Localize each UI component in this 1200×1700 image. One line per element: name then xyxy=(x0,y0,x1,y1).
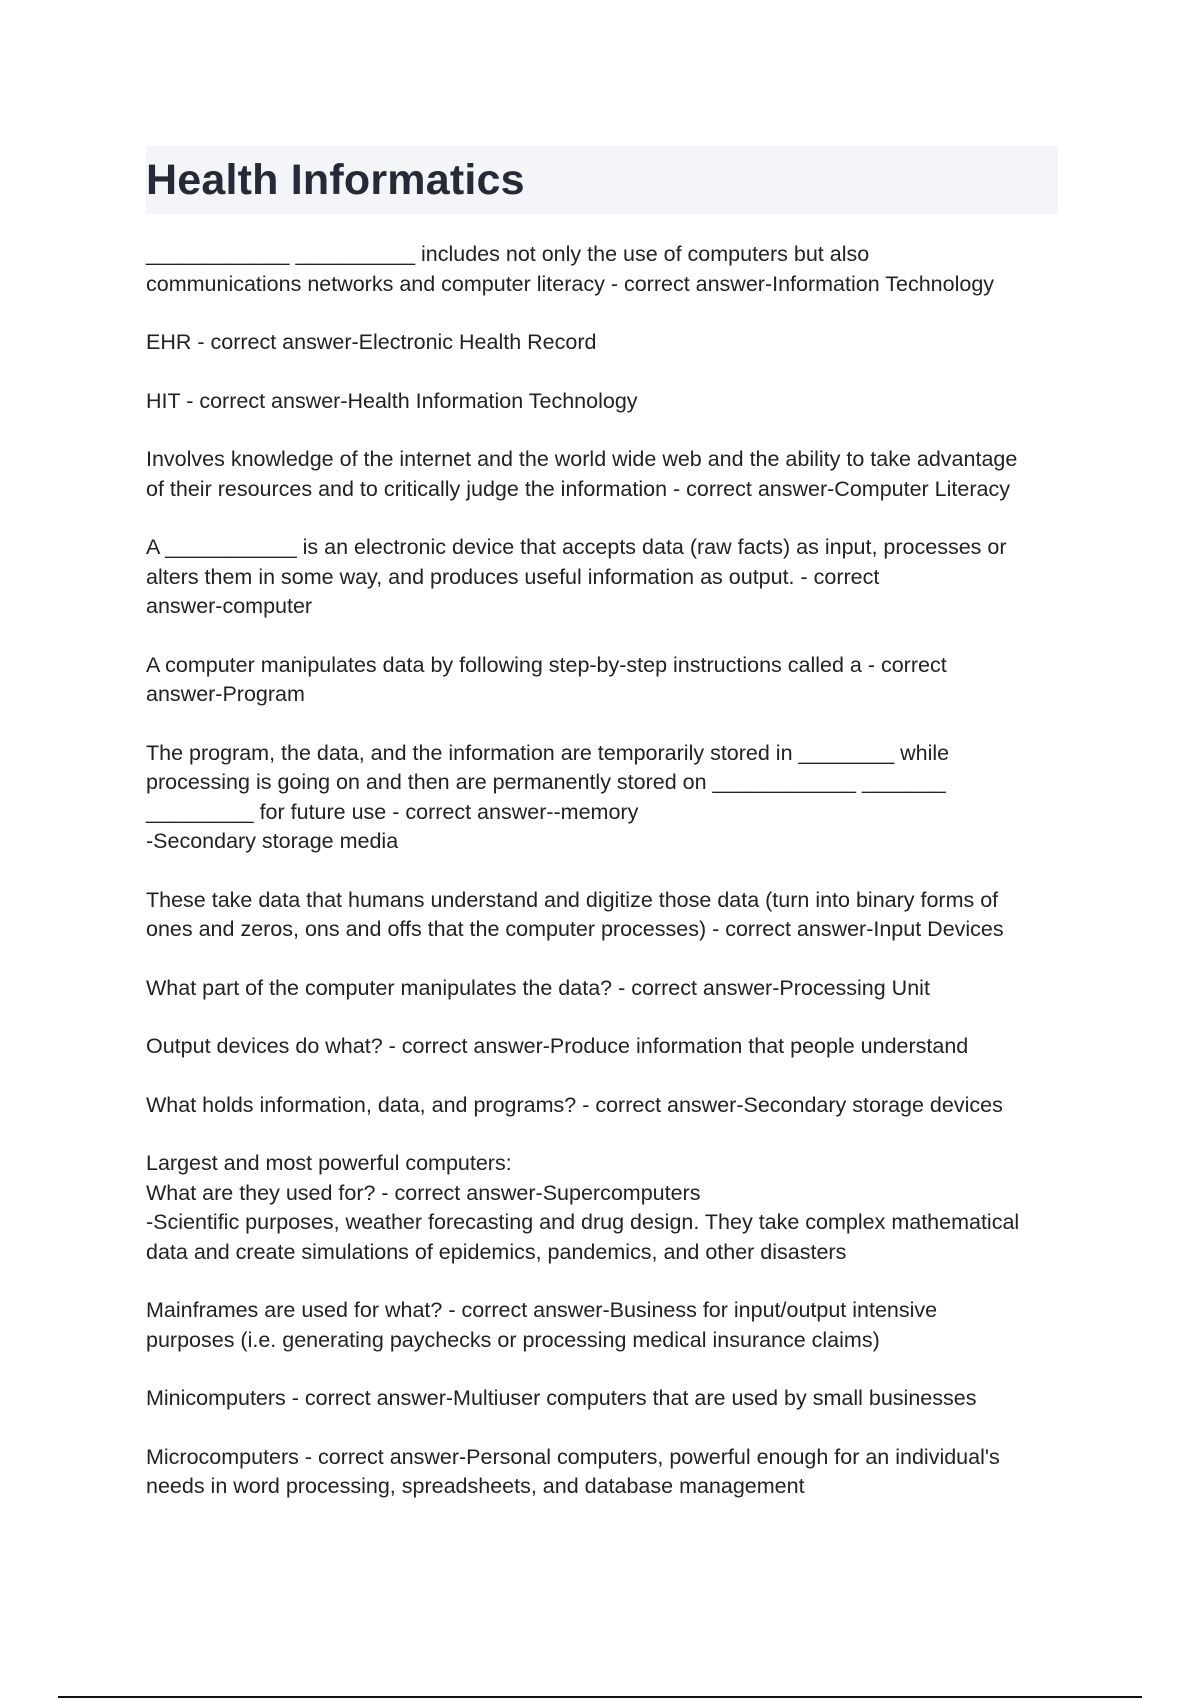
qa-entry: What part of the computer manipulates the data? - correct answer-Processing Unit xyxy=(146,975,930,1000)
qa-entry: Minicomputers - correct answer-Multiuser computers that are used by small businesses xyxy=(146,1386,977,1410)
qa-entry: A computer manipulates data by following step-by-step instructions called a - correct answer-Program xyxy=(146,652,947,706)
qa-entry: A ___________ is an electronic device that accepts data (raw facts) as input, processes or alters them in some way, and produces useful information as output. - correct answer-computer xyxy=(146,535,1007,618)
qa-entry: ____________ __________ includes not only the use of computers but also communications networks and computer literacy - correct answer-Information Technology xyxy=(146,242,995,296)
qa-list xyxy=(146,240,1058,1502)
qa-entry: Output devices do what? - correct answer-Produce information that people understand xyxy=(146,1034,969,1058)
qa-entry: Mainframes are used for what? - correct answer-Business for input/output intensive purposes (i.e. generating paychecks or processing medical insurance claims) xyxy=(146,1298,938,1352)
qa-entry: Involves knowledge of the internet and the world wide web and the ability to take advantage of their resources and to critically judge the information - correct answer-Computer Literacy xyxy=(146,447,1018,501)
qa-entry: The program, the data, and the information are temporarily stored in ________ while processing is going on and then are permanently stored on ____________ _______ _________ for future use - correct answer--memory -Secondary storage media xyxy=(146,740,950,853)
document-page xyxy=(146,146,1058,1531)
qa-entry: These take data that humans understand and digitize those data (turn into binary forms of ones and zeros, ons and offs that the computer processes) - correct answer-Input Devices xyxy=(146,887,1004,941)
title-band xyxy=(146,146,1058,214)
qa-entry: EHR - correct answer-Electronic Health Record xyxy=(146,330,597,354)
page-title: Health Informatics xyxy=(146,155,525,204)
qa-entry: HIT - correct answer-Health Information Technology xyxy=(146,388,638,413)
qa-entry: Microcomputers - correct answer-Personal computers, powerful enough for an individual's needs in word processing, spreadsheets, and database management xyxy=(146,1444,1000,1498)
qa-entry: Largest and most powerful computers: What are they used for? - correct answer-Supercomputers -Scientific purposes, weather forecasting and drug design. They take complex mathematical data and create simulations of epidemics, pandemics, and other disasters xyxy=(146,1151,1020,1264)
qa-entry: What holds information, data, and programs? - correct answer-Secondary storage devices xyxy=(146,1092,1003,1117)
footer-divider xyxy=(58,1696,1142,1698)
